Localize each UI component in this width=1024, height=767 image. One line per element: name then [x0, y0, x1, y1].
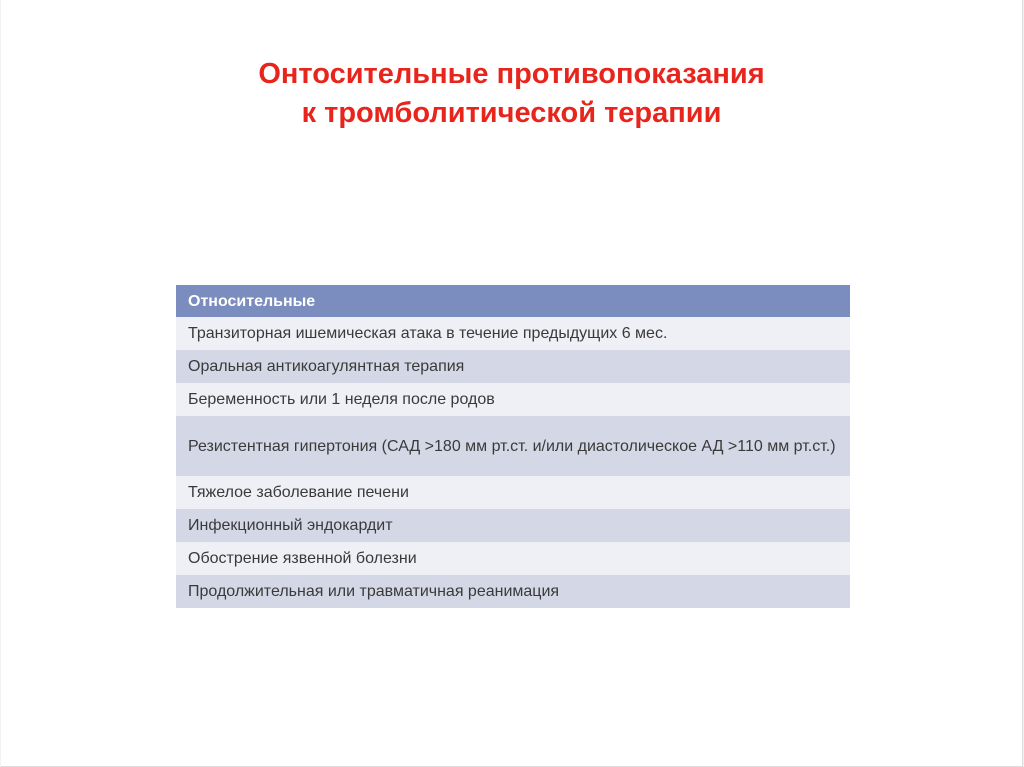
- table-row: Транзиторная ишемическая атака в течение предыдущих 6 мес.: [176, 317, 850, 350]
- contraindications-table: [176, 285, 850, 608]
- table-row: Беременность или 1 неделя после родов: [176, 383, 850, 416]
- slide: [1, 0, 1023, 767]
- table-row: Обострение язвенной болезни: [176, 542, 850, 575]
- table-row: Оральная антикоагулянтная терапия: [176, 350, 850, 383]
- table-row: Инфекционный эндокардит: [176, 509, 850, 542]
- table-row: Продолжительная или травматичная реанимация: [176, 575, 850, 608]
- table-row: Тяжелое заболевание печени: [176, 476, 850, 509]
- slide-title-line-2: к тромболитической терапии: [301, 97, 722, 129]
- slide-title-line-1: Онтосительные противопоказания: [258, 58, 765, 90]
- table-header: Относительные: [176, 285, 850, 317]
- table-row: Резистентная гипертония (САД >180 мм рт.ст. и/или диастолическое АД >110 мм рт.ст.): [176, 416, 850, 476]
